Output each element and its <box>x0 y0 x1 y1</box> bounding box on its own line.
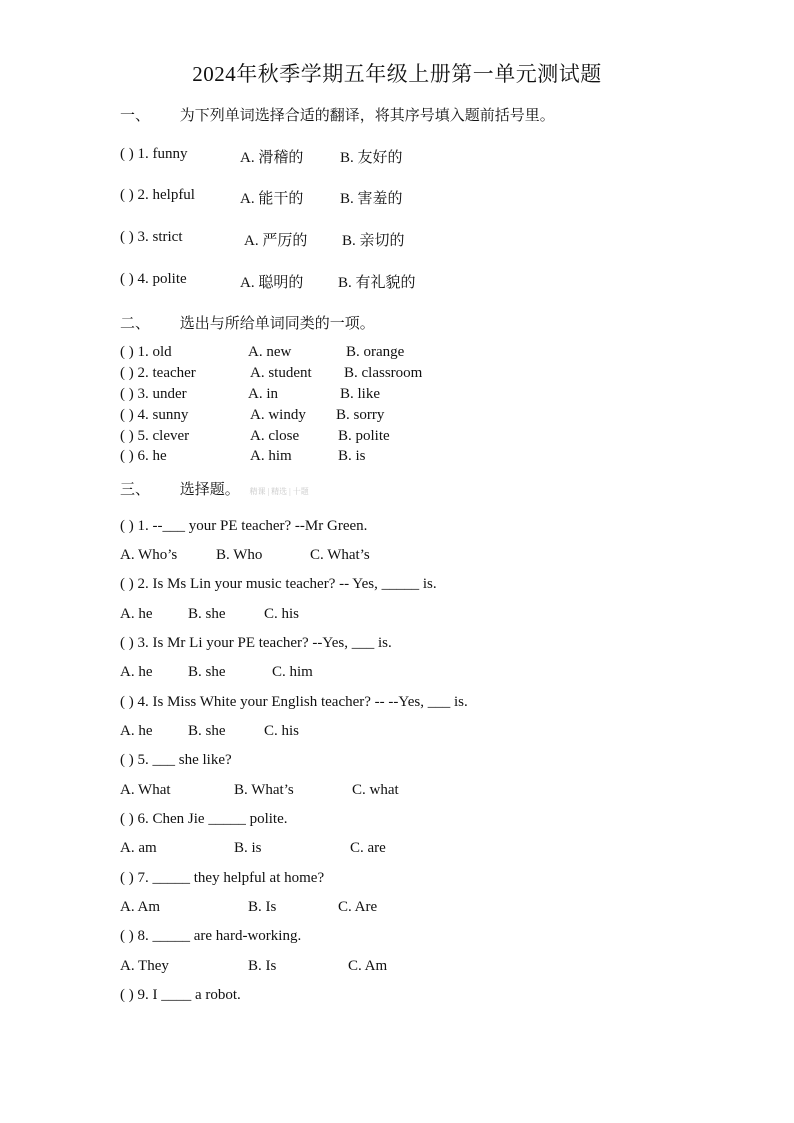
s3-q3-option-b: B. she <box>188 664 226 680</box>
s2-item-4-option-b: B. sorry <box>336 407 385 423</box>
s2-item-1-question: ( ) 1. old <box>120 344 172 360</box>
s2-item-1-option-a: A. new <box>248 344 292 360</box>
s1-item-3-option-b: B. 亲切的 <box>342 233 405 249</box>
s2-item-6-option-b: B. is <box>338 448 366 464</box>
s2-item-2-question: ( ) 2. teacher <box>120 365 196 381</box>
s2-item-2 <box>120 365 423 382</box>
section3-heading <box>120 478 309 499</box>
s1-item-3-option-a: A. 严厉的 <box>244 233 308 249</box>
s3-q3-option-a: A. he <box>120 664 153 680</box>
s3-q7-option-b: B. Is <box>248 899 277 915</box>
s3-q5-option-b: B. What’s <box>234 782 294 798</box>
s3-q8-option-c: C. Am <box>348 958 388 974</box>
s2-item-3-option-b: B. like <box>340 386 380 402</box>
s1-item-4-option-b: B. 有礼貌的 <box>338 275 416 291</box>
s3-q8-option-b: B. Is <box>248 958 277 974</box>
s1-item-2-option-b: B. 害羞的 <box>340 191 403 207</box>
s3-q1: ( ) 1. --___ your PE teacher? --Mr Green. <box>120 518 368 534</box>
s1-item-3 <box>120 229 405 249</box>
watermark: 精课 | 精选 | 十题 <box>249 487 309 496</box>
s2-item-5-option-a: A. close <box>250 428 300 444</box>
s3-q6: ( ) 6. Chen Jie _____ polite. <box>120 811 288 827</box>
s1-item-1-option-a: A. 滑稽的 <box>240 150 304 166</box>
s2-item-4 <box>120 407 385 424</box>
s3-q4-option-c: C. his <box>264 723 300 739</box>
s2-item-4-option-a: A. windy <box>250 407 306 423</box>
s3-q2-option-b: B. she <box>188 606 226 622</box>
s3-q4: ( ) 4. Is Miss White your English teacher? -- --Yes, ___ is. <box>120 694 468 710</box>
s3-q2-options <box>120 606 300 623</box>
s1-item-2 <box>120 187 403 207</box>
s3-q4-options <box>120 723 300 740</box>
s3-q6-option-c: C. are <box>350 840 386 856</box>
s3-q1-options <box>120 547 370 564</box>
s1-item-1-option-b: B. 友好的 <box>340 150 403 166</box>
s3-q4-option-a: A. he <box>120 723 153 739</box>
s3-q5-options <box>120 782 399 799</box>
s2-item-2-option-b: B. classroom <box>344 365 423 381</box>
s1-item-3-question: ( ) 3. strict <box>120 229 183 245</box>
s3-q2-option-a: A. he <box>120 606 153 622</box>
s2-item-5 <box>120 428 390 445</box>
s3-q5-option-c: C. what <box>352 782 399 798</box>
s2-item-1 <box>120 344 405 361</box>
s3-q5-option-a: A. What <box>120 782 171 798</box>
s2-item-5-option-b: B. polite <box>338 428 390 444</box>
s3-q8: ( ) 8. _____ are hard-working. <box>120 928 302 944</box>
section1-heading <box>120 104 555 125</box>
s1-item-4 <box>120 271 416 291</box>
s3-q2: ( ) 2. Is Ms Lin your music teacher? -- Yes, _____ is. <box>120 576 437 592</box>
s2-item-6-question: ( ) 6. he <box>120 448 167 464</box>
s3-q7-option-a: A. Am <box>120 899 161 915</box>
s2-item-5-question: ( ) 5. clever <box>120 428 190 444</box>
s3-q8-options <box>120 958 388 975</box>
s1-item-1 <box>120 146 403 166</box>
s2-item-6-option-a: A. him <box>250 448 292 464</box>
s3-q9: ( ) 9. I ____ a robot. <box>120 987 241 1003</box>
s2-item-2-option-a: A. student <box>250 365 312 381</box>
s3-q1-option-b: B. Who <box>216 547 263 563</box>
s3-q6-option-a: A. am <box>120 840 157 856</box>
s2-item-1-option-b: B. orange <box>346 344 405 360</box>
s1-item-1-question: ( ) 1. funny <box>120 146 188 162</box>
s3-q7-option-c: C. Are <box>338 899 378 915</box>
section2-instruction: 选出与所给单词同类的一项。 <box>179 316 375 332</box>
s3-q2-option-c: C. his <box>264 606 300 622</box>
section2-heading <box>120 312 375 333</box>
s1-item-2-question: ( ) 2. helpful <box>120 187 195 203</box>
s3-q6-option-b: B. is <box>234 840 262 856</box>
s3-q5: ( ) 5. ___ she like? <box>120 752 232 768</box>
s3-q7-options <box>120 899 378 916</box>
s2-item-6 <box>120 448 366 465</box>
s2-item-3 <box>120 386 380 403</box>
s3-q4-option-b: B. she <box>188 723 226 739</box>
s3-q8-option-a: A. They <box>120 958 169 974</box>
s2-item-4-question: ( ) 4. sunny <box>120 407 189 423</box>
s3-q3-option-c: C. him <box>272 664 313 680</box>
s3-q6-options <box>120 840 386 857</box>
s3-q1-option-a: A. Who’s <box>120 547 178 563</box>
section1-instruction: 为下列单词选择合适的翻译，将其序号填入题前括号里。 <box>179 108 555 124</box>
s1-item-2-option-a: A. 能干的 <box>240 191 304 207</box>
s1-item-4-question: ( ) 4. polite <box>120 271 187 287</box>
section3-instruction: 选择题。 <box>179 482 240 498</box>
section3-number: 三、 <box>120 482 151 498</box>
s3-q3: ( ) 3. Is Mr Li your PE teacher? --Yes, ___ is. <box>120 635 392 651</box>
s3-q1-option-c: C. What’s <box>310 547 370 563</box>
page-title: 2024年秋季学期五年级上册第一单元测试题 <box>192 62 602 86</box>
s3-q3-options <box>120 664 313 681</box>
s1-item-4-option-a: A. 聪明的 <box>240 275 304 291</box>
section1-number: 一、 <box>120 108 151 124</box>
section2-number: 二、 <box>120 316 151 332</box>
s2-item-3-option-a: A. in <box>248 386 278 402</box>
s3-q7: ( ) 7. _____ they helpful at home? <box>120 870 325 886</box>
s2-item-3-question: ( ) 3. under <box>120 386 187 402</box>
